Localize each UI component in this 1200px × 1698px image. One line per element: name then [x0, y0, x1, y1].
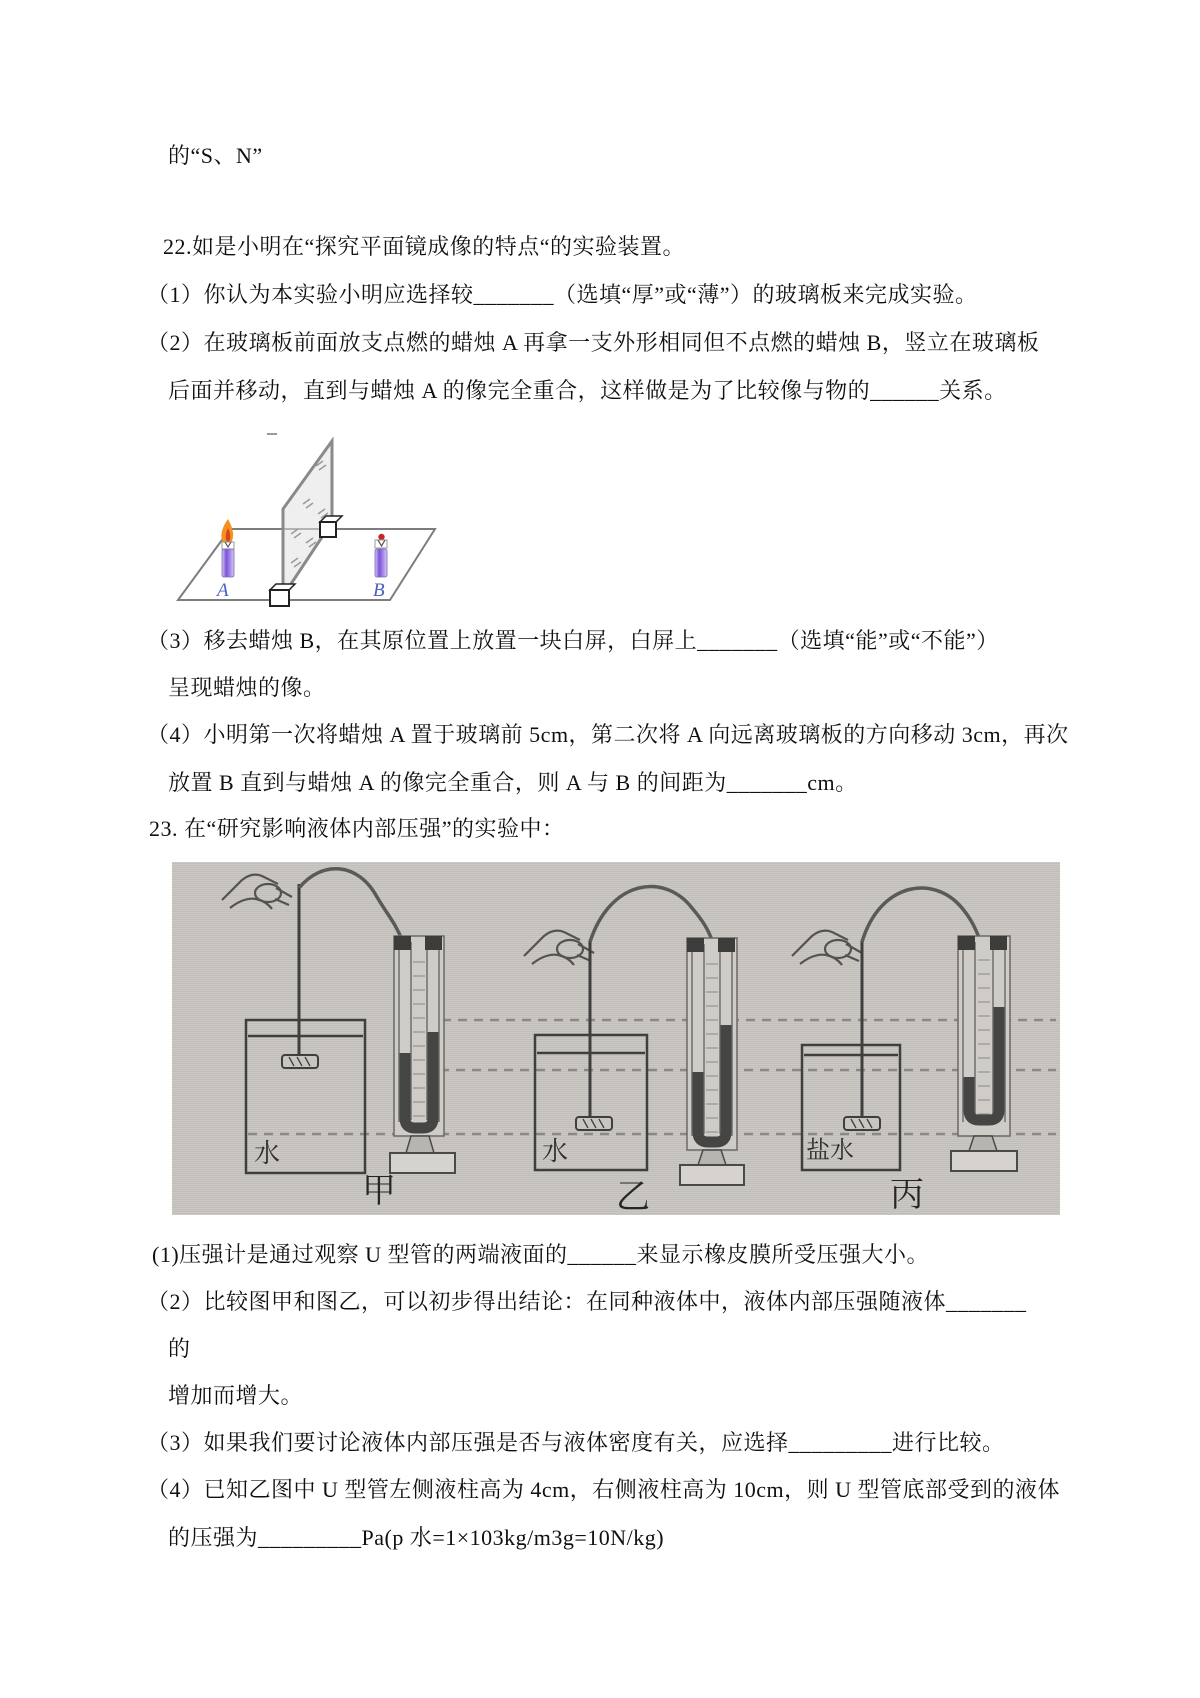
setup-jia [222, 869, 455, 1210]
hand-icon [524, 931, 594, 965]
q22-part1: （1）你认为本实验小明应选择较_______（选填“厚”或“薄”）的玻璃板来完成实验。 [147, 282, 978, 307]
beaker1-label: 水 [254, 1139, 281, 1168]
pressure-probe [844, 1117, 880, 1130]
setup-bing [792, 888, 1017, 1214]
hand-icon [222, 875, 292, 909]
rubber-tube [862, 888, 980, 942]
stand-cone [406, 1136, 434, 1153]
q22-part2-line1: （2）在玻璃板前面放支点燃的蜡烛 A 再拿一支外形相同但不点燃的蜡烛 B，竖立在玻璃板 [147, 330, 1040, 355]
candle-b [375, 534, 387, 577]
q22-part4-line1: （4）小明第一次将蜡烛 A 置于玻璃前 5cm，第二次将 A 向远离玻璃板的方向移动 3cm，再次 [147, 722, 1069, 747]
q22-stem: 22.如是小明在“探究平面镜成像的特点“的实验装置。 [163, 234, 686, 259]
stand-base [680, 1165, 744, 1185]
q21-tail-text: 的“S、N” [168, 143, 263, 168]
beaker2-label: 水 [542, 1137, 569, 1166]
tube-connector-right [718, 938, 735, 952]
candle-b-label: B [373, 580, 385, 601]
q23-stem: 23. 在“研究影响液体内部压强”的实验中： [149, 816, 565, 841]
q23-part4-line1: （4）已知乙图中 U 型管左侧液柱高为 4cm，右侧液柱高为 10cm，则 U 型管底部受到的液体 [147, 1477, 1061, 1502]
plane-mirror-experiment-diagram [170, 424, 500, 619]
fig2-label: 乙 [616, 1179, 650, 1215]
fig1-label: 甲 [362, 1173, 396, 1210]
tube-connector-right [425, 936, 442, 950]
q23-part2-line2: 的 [168, 1336, 191, 1361]
q22-part3-line1: （3）移去蜡烛 B，在其原位置上放置一块白屏，白屏上_______（选填“能”或“不能”） [147, 628, 999, 653]
stand-cone [969, 1136, 997, 1151]
q23-part4-line2: 的压强为_________Pa(p 水=1×103kg/m3g=10N/kg) [168, 1525, 665, 1550]
q23-part1: (1)压强计是通过观察 U 型管的两端液面的______来显示橡皮膜所受压强大小。 [152, 1242, 930, 1267]
tube-connector-left [687, 938, 704, 952]
fig3-label: 丙 [890, 1177, 924, 1214]
candle-a [221, 519, 234, 577]
beaker3-label: 盐水 [806, 1138, 854, 1164]
rubber-tube [590, 887, 712, 942]
pressure-probe [576, 1117, 612, 1130]
q23-part2-line1: （2）比较图甲和图乙，可以初步得出结论：在同种液体中，液体内部压强随液体_______ [147, 1289, 1027, 1314]
q23-part3: （3）如果我们要讨论液体内部压强是否与液体密度有关，应选择_________进行比较。 [147, 1430, 1005, 1455]
tube-connector-left [394, 936, 411, 950]
setup-yi [524, 887, 744, 1215]
q22-part3-line2: 呈现蜡烛的像。 [168, 675, 326, 700]
rubber-tube [299, 869, 402, 940]
tube-connector-left [958, 936, 975, 950]
liquid-pressure-experiment-photo [172, 862, 1060, 1215]
stand-cone [698, 1150, 726, 1165]
stand-base [390, 1153, 455, 1173]
q23-part2-line3: 增加而增大。 [168, 1383, 304, 1408]
q22-part2-line2: 后面并移动，直到与蜡烛 A 的像完全重合，这样做是为了比较像与物的______关系。 [168, 378, 1007, 403]
tube-connector-right [990, 936, 1007, 950]
hand-icon [792, 931, 862, 965]
candle-a-label: A [217, 580, 229, 601]
candle-b-wick-icon [378, 534, 384, 540]
pressure-probe [282, 1055, 318, 1068]
q22-part4-line2: 放置 B 直到与蜡烛 A 的像完全重合，则 A 与 B 的间距为_______cm。 [168, 770, 858, 795]
reference-dashed-lines [248, 1020, 1056, 1134]
stand-base [951, 1151, 1017, 1171]
